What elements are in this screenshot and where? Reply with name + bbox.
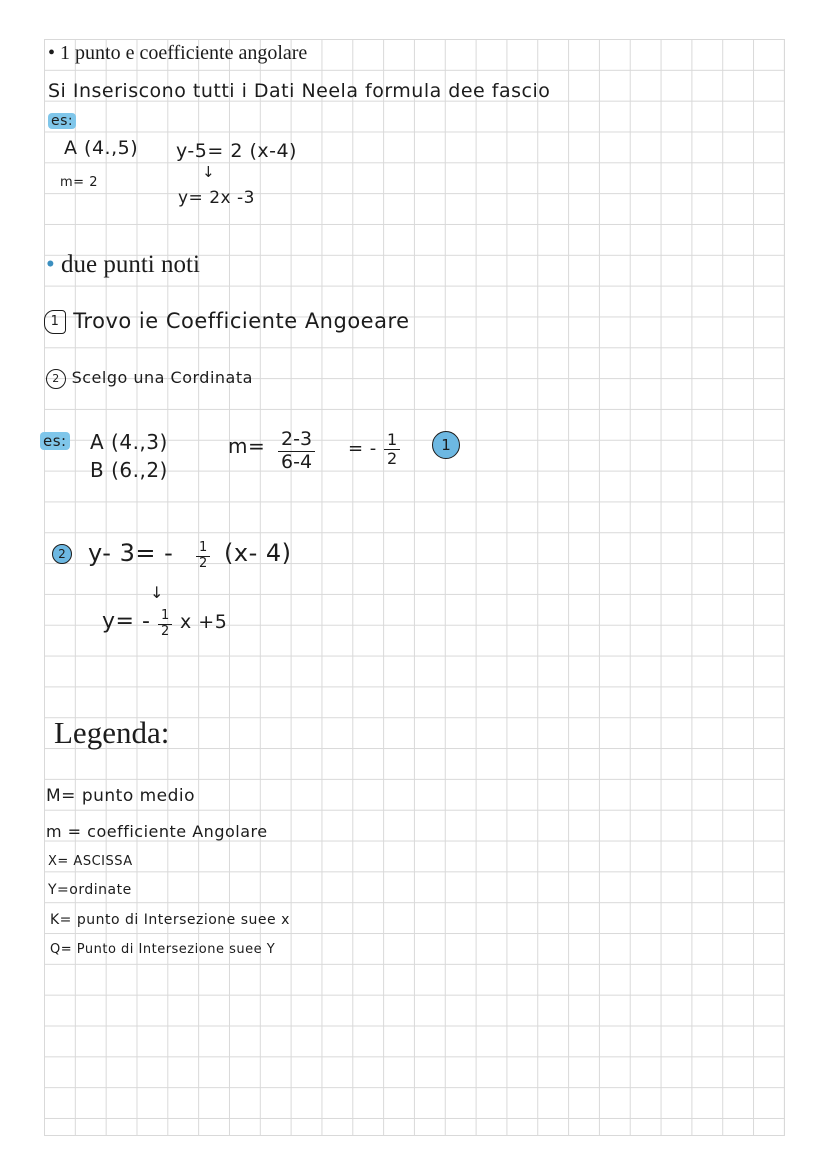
bullet-icon: •: [48, 42, 56, 64]
legend-title: Legenda:: [54, 715, 170, 750]
result-fraction: [384, 431, 400, 469]
step-1-badge: 1: [432, 431, 460, 459]
step-1-number: 1: [44, 310, 66, 334]
section2-example-label: es:: [40, 432, 70, 450]
result-line-left: y= -: [102, 609, 151, 634]
equals-minus: = -: [348, 438, 377, 459]
section1-slope: m= 2: [60, 175, 98, 190]
section2-heading: • due punti noti: [46, 251, 200, 278]
bullet-icon: •: [46, 251, 55, 278]
result-half-denominator: 2: [161, 623, 170, 639]
half-denominator: 2: [199, 555, 208, 571]
step-2-badge: 2: [52, 544, 72, 564]
result-half-fraction: [158, 609, 172, 640]
legend-item: K= punto di Intersezione suee x: [50, 912, 290, 928]
section2-point-b: B (6.,2): [90, 458, 168, 482]
legend-item: X= ASCISSA: [48, 854, 133, 869]
slope-label: m=: [228, 434, 266, 458]
point-slope-line-right: (x- 4): [224, 539, 292, 567]
point-slope-line-left: y- 3= -: [88, 539, 174, 567]
slope-fraction: [278, 429, 315, 474]
legend-item: m = coefficiente Angolare: [46, 822, 268, 841]
section1-heading: • 1 punto e coefficiente angolare: [48, 42, 308, 64]
down-arrow-icon: ↓: [202, 163, 215, 181]
result-denominator: 2: [387, 449, 398, 469]
legend-item: M= punto medio: [46, 786, 196, 806]
section2-step-2: 2 Scelgo una Cordinata: [46, 368, 253, 389]
section1-equation-1: y-5= 2 (x-4): [176, 140, 297, 162]
legend-item: Y=ordinate: [48, 882, 132, 898]
result-half-numerator: 1: [158, 609, 172, 625]
result-numerator: 1: [384, 431, 400, 450]
section1-note: Si Inseriscono tutti i Dati Neela formula dee fascio: [48, 80, 551, 102]
section1-equation-2: y= 2x -3: [178, 188, 255, 208]
slope-numerator: 2-3: [278, 429, 315, 452]
section1-point: A (4.,5): [64, 137, 139, 159]
half-numerator: 1: [196, 541, 210, 557]
section2-step-1: 1 Trovo ie Coefficiente Angoeare: [44, 309, 410, 334]
step-2-number: 2: [46, 369, 66, 389]
section2-point-a: A (4.,3): [90, 430, 168, 454]
result-line-right: x +5: [180, 611, 228, 633]
down-arrow-icon: ↓: [150, 583, 164, 602]
section1-example-label: es:: [48, 113, 76, 129]
half-fraction: [196, 541, 210, 572]
legend-item: Q= Punto di Intersezione suee Y: [50, 942, 276, 957]
slope-denominator: 6-4: [281, 450, 313, 473]
